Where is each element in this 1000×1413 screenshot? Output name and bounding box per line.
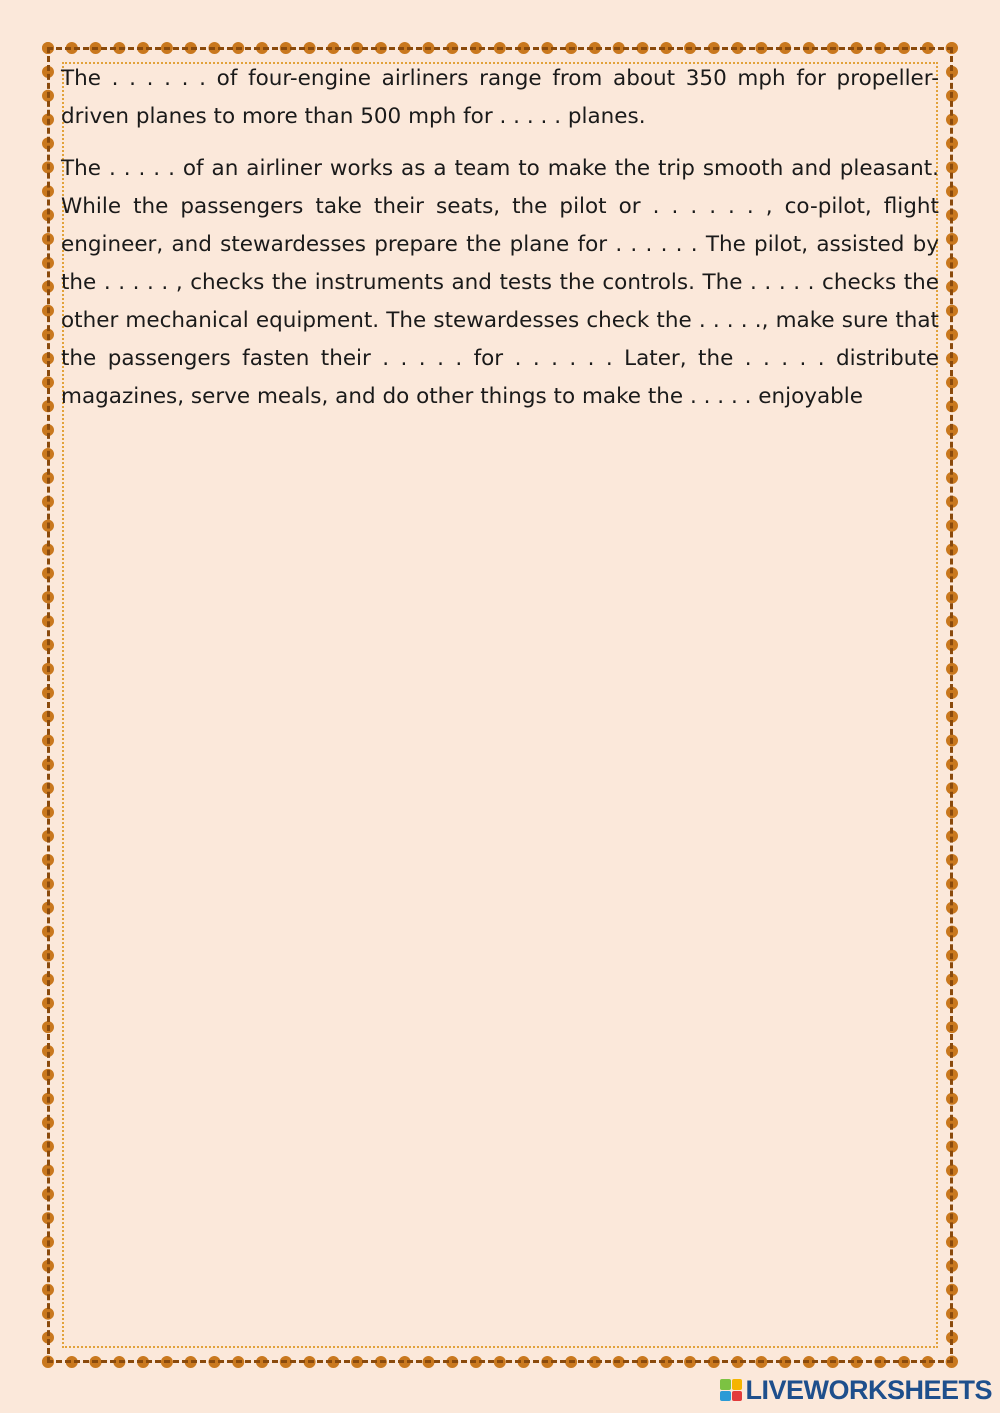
paragraph-crew: The . . . . . of an airliner works as a team to make the trip smooth and pleasant. While the passengers take their seats, the pilot or . . . . . . , co-pilot, flight engineer, and stewardesses prepare the plane for . . . . . . The pilot, assisted by the . . . . . , checks the instruments and tests the controls. The . . . . . checks the other mechanical equipment. The stewardesses check the . . . . ., make sure that the passengers fasten their . . . . . for . . . . . . Later, the . . . . . distribute magazines, serve meals, and do other things to make the . . . . . enjoyable bbox=[61, 156, 939, 409]
logo-mark-square bbox=[732, 1391, 743, 1402]
paragraph-speed: The . . . . . . of four-engine airliners range from about 350 mph for propeller-driven planes to more than 500 mph for . . . . . planes. bbox=[61, 66, 939, 129]
logo-text: LIVEWORKSHEETS bbox=[745, 1374, 992, 1405]
liveworksheets-logo bbox=[720, 1373, 992, 1407]
worksheet-text bbox=[61, 60, 939, 430]
logo-mark-square bbox=[720, 1379, 731, 1390]
logo-mark-icon bbox=[720, 1379, 742, 1401]
logo-mark-square bbox=[720, 1391, 731, 1402]
logo-mark-square bbox=[732, 1379, 743, 1390]
